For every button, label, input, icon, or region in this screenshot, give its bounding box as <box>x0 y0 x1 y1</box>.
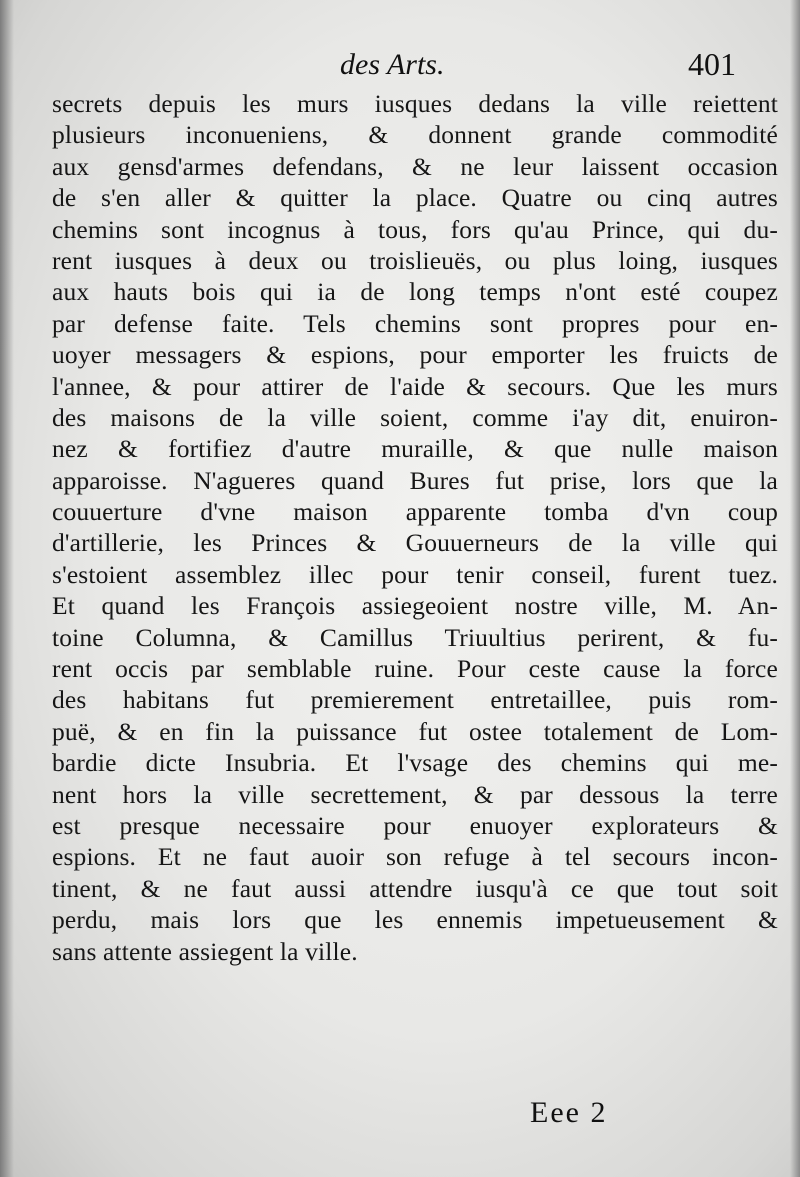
page-edge-shadow-right <box>790 0 800 1177</box>
text-line: d'artillerie, les Princes & Gouuerneurs de la ville qui <box>52 528 778 558</box>
page-header <box>0 44 800 94</box>
text-line: apparoisse. N'agueres quand Bures fut prise, lors que la <box>52 465 778 495</box>
text-line: aux gensd'armes defendans, & ne leur laissent occasion <box>52 151 778 181</box>
text-line-last: sans attente assiegent la ville. <box>52 936 358 966</box>
page-number: 401 <box>688 46 736 82</box>
text-line: des habitans fut premierement entretaillee, puis rom- <box>52 685 778 715</box>
text-line: l'annee, & pour attirer de l'aide & secours. Que les murs <box>52 371 778 401</box>
text-line: puë, & en fin la puissance fut ostee totalement de Lom- <box>52 716 778 746</box>
text-line: des maisons de la ville soient, comme i'ay dit, enuiron- <box>52 402 778 432</box>
text-line: espions. Et ne faut auoir son refuge à tel secours incon- <box>52 842 778 872</box>
page-edge-shadow-left <box>0 0 14 1177</box>
text-line: couuerture d'vne maison apparente tomba d'vn coup <box>52 497 778 527</box>
signature-mark: Eee 2 <box>530 1096 608 1129</box>
text-line: chemins sont incognus à tous, fors qu'au Prince, qui du- <box>52 214 778 244</box>
text-line: nent hors la ville secrettement, & par dessous la terre <box>52 779 778 809</box>
text-line: uoyer messagers & espions, pour emporter les fruicts de <box>52 340 778 370</box>
text-line: toine Columna, & Camillus Triuultius perirent, & fu- <box>52 622 778 652</box>
running-title: des Arts. <box>340 48 445 81</box>
text-line: Et quand les François assiegeoient nostre ville, M. An- <box>52 591 778 621</box>
text-line: rent occis par semblable ruine. Pour ceste cause la force <box>52 654 778 684</box>
text-line: s'estoient assemblez illec pour tenir conseil, furent tuez. <box>52 559 778 589</box>
text-line: nez & fortifiez d'autre muraille, & que nulle maison <box>52 434 778 464</box>
text-line: de s'en aller & quitter la place. Quatre ou cinq autres <box>52 183 778 213</box>
text-line: est presque necessaire pour enuoyer explorateurs & <box>52 810 778 840</box>
body-text <box>52 88 778 967</box>
text-line: secrets depuis les murs iusques dedans la ville reiettent <box>52 89 778 118</box>
text-line: rent iusques à deux ou troislieuës, ou plus loing, iusques <box>52 245 778 275</box>
text-line: tinent, & ne faut aussi attendre iusqu'à ce que tout soit <box>52 873 778 903</box>
text-line: aux hauts bois qui ia de long temps n'ont esté coupez <box>52 277 778 307</box>
text-line: par defense faite. Tels chemins sont propres pour en- <box>52 308 778 338</box>
text-line: bardie dicte Insubria. Et l'vsage des chemins qui me- <box>52 748 778 778</box>
text-line: perdu, mais lors que les ennemis impetueusement & <box>52 905 778 935</box>
text-line: plusieurs inconueniens, & donnent grande commodité <box>52 120 778 150</box>
